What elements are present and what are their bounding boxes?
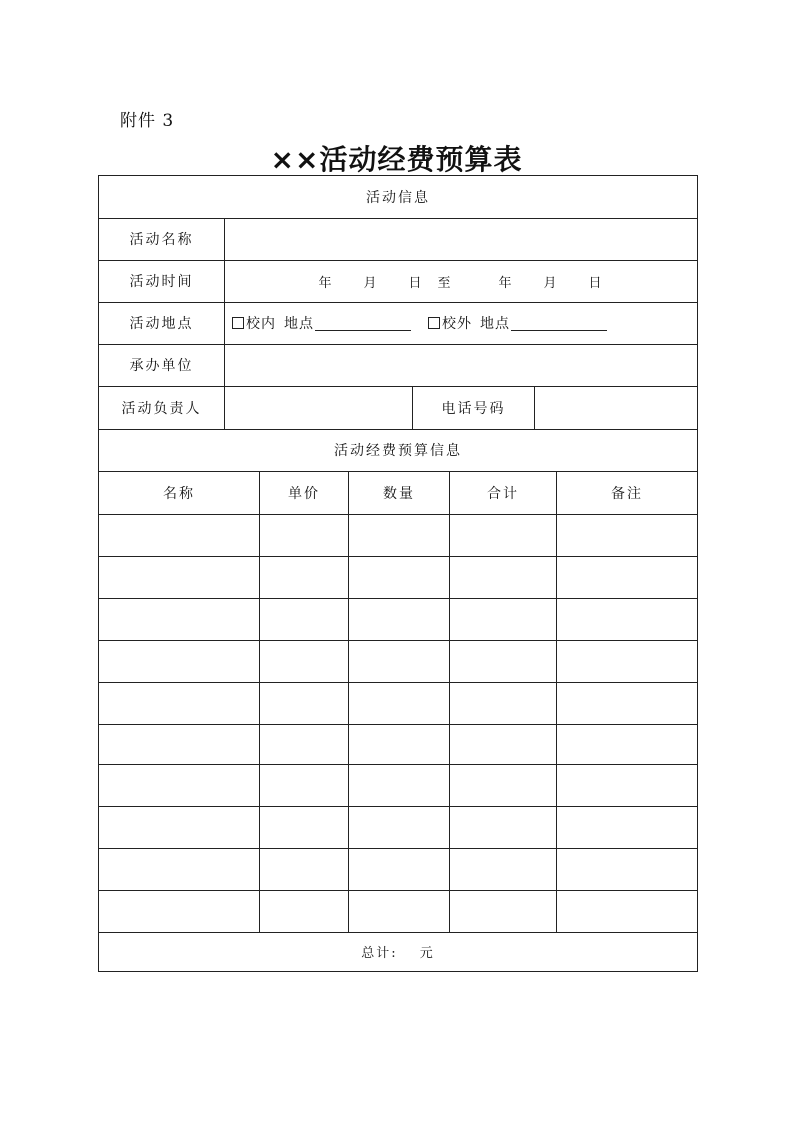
- activity-name-field[interactable]: [225, 218, 697, 260]
- date-to: 至: [437, 275, 453, 291]
- row-divider: [99, 556, 697, 557]
- total-label: 总计:: [361, 946, 398, 961]
- on-campus-place-label: 地点: [284, 316, 314, 332]
- page-title: ××活动经费预算表: [270, 143, 523, 176]
- on-campus-checkbox[interactable]: [232, 317, 244, 329]
- section-activity-info: 活动信息: [366, 190, 430, 206]
- row-divider: [99, 890, 697, 891]
- attachment-label: 附件 3: [120, 111, 175, 131]
- row-divider: [99, 514, 697, 515]
- section-budget-info: 活动经费预算信息: [334, 443, 462, 459]
- total-row: [99, 932, 697, 971]
- month-end: 月: [543, 275, 559, 291]
- row-divider: [99, 764, 697, 765]
- col-header-quantity: 数量: [383, 485, 415, 502]
- row-divider: [99, 640, 697, 641]
- off-campus-place-blank[interactable]: [511, 316, 607, 331]
- on-campus-label: 校内: [246, 316, 276, 332]
- total-unit: 元: [419, 946, 435, 961]
- col-header-unit-price: 单价: [288, 485, 320, 502]
- col-divider: [348, 471, 349, 932]
- row-divider: [99, 682, 697, 683]
- budget-form: [98, 175, 698, 972]
- col-divider: [449, 471, 450, 932]
- phone-field[interactable]: [535, 386, 697, 429]
- organizer-field[interactable]: [225, 344, 697, 386]
- off-campus-label: 校外: [442, 316, 472, 332]
- row-divider: [99, 724, 697, 725]
- row-divider: [99, 848, 697, 849]
- col-divider: [556, 471, 557, 932]
- phone-label: 电话号码: [441, 400, 506, 417]
- year-start: 年: [318, 275, 334, 291]
- activity-location-label: 活动地点: [129, 316, 194, 332]
- activity-time-field[interactable]: [225, 260, 697, 302]
- col-divider: [259, 471, 260, 932]
- row-divider: [99, 806, 697, 807]
- off-campus-checkbox[interactable]: [428, 317, 440, 329]
- organizer-label: 承办单位: [129, 358, 194, 374]
- col-header-subtotal: 合计: [487, 485, 519, 502]
- activity-time-label: 活动时间: [129, 274, 194, 290]
- activity-name-label: 活动名称: [129, 232, 194, 248]
- off-campus-place-label: 地点: [480, 316, 510, 332]
- col-header-name: 名称: [163, 485, 195, 502]
- month-start: 月: [363, 275, 379, 291]
- leader-label: 活动负责人: [121, 400, 202, 417]
- row-divider: [99, 598, 697, 599]
- day-end: 日: [588, 275, 604, 291]
- leader-field[interactable]: [225, 386, 412, 429]
- day-start: 日: [408, 275, 424, 291]
- col-header-remarks: 备注: [611, 485, 643, 502]
- year-end: 年: [498, 275, 514, 291]
- activity-location-field: [225, 302, 697, 344]
- on-campus-place-blank[interactable]: [315, 316, 411, 331]
